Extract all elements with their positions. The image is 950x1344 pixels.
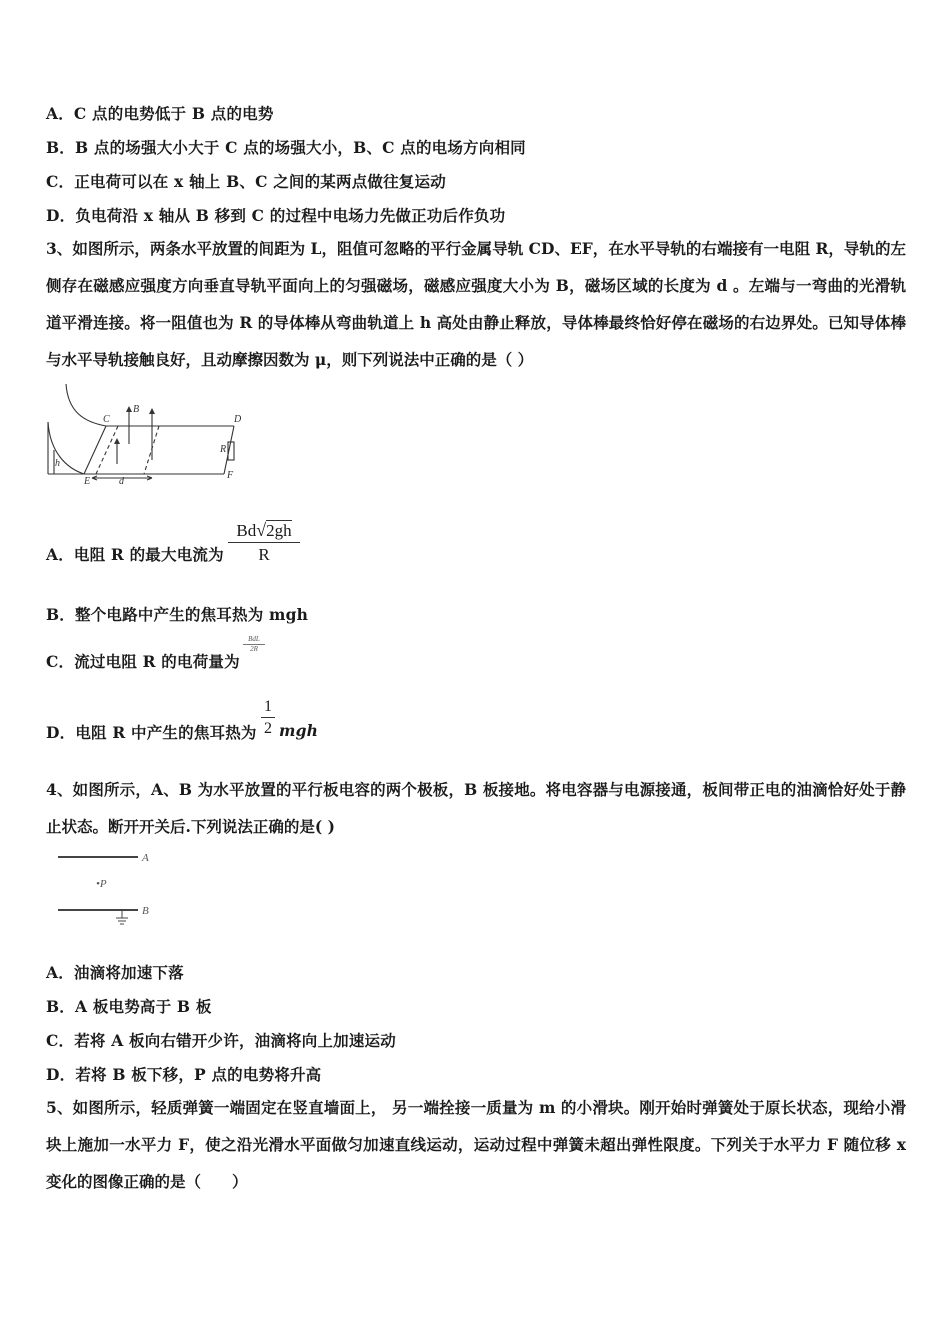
fraction-denominator: 2R [250, 645, 258, 653]
fraction-denominator: 2 [264, 720, 272, 737]
label-d: D [234, 414, 242, 425]
fraction-numerator: Bd [236, 521, 257, 540]
q3-option-c-fraction [243, 635, 265, 654]
radicand: 2gh [266, 521, 292, 540]
q4-option-a: A．油滴将加速下落 [46, 963, 184, 982]
fraction-numerator: 1 [261, 696, 275, 718]
q2-option-d: D．负电荷沿 x 轴从 B 移到 C 的过程中电场力先做正功后作负功 [46, 206, 506, 225]
label-b: B [133, 404, 140, 415]
label-r: R [220, 444, 227, 455]
q3-option-d-fraction [261, 696, 275, 739]
label-b: B [142, 905, 149, 917]
q3-stem: 3、如图所示，两条水平放置的间距为 L，阻值可忽略的平行金属导轨 CD、EF，在水平导轨的右端接有一电阻 R，导轨的左侧存在磁感应强度方向垂直导轨平面向上的匀强磁场，磁感应强度大小为 B，磁场区域的长度为 d 。左端与一弯曲的光滑轨道平滑连接。将一阻值也为 R 的导体棒从弯曲轨道上 h 高处由静止释放，导体棒最终恰好停在磁场的右边界处。已知导体棒与水平导轨接触良好，且动摩擦因数为 μ，则下列说法中正确的是（ ） [46, 239, 906, 369]
label-p: •P [96, 878, 107, 890]
q3-rail-figure [44, 382, 254, 488]
q3-option-b: B．整个电路中产生的焦耳热为 mgh [46, 605, 309, 624]
q3-option-c: C．流过电阻 R 的电荷量为 [46, 652, 240, 671]
q5-stem: 5、如图所示，轻质弹簧一端固定在竖直墙面上， 另一端拴接一质量为 m 的小滑块。刚开始时弹簧处于原长状态，现给小滑块上施加一水平力 F，使之沿光滑水平面做匀加速直线运动，运动过程中弹簧未超出弹性限度。下列关于水平力 F 随位移 x 变化的图像正确的是（ ） [46, 1098, 906, 1191]
q2-option-c: C．正电荷可以在 x 轴上 B、C 之间的某两点做往复运动 [46, 172, 446, 191]
label-h: h [55, 458, 60, 469]
q4-stem: 4、如图所示，A、B 为水平放置的平行板电容的两个极板，B 板接地。将电容器与电源接通，板间带正电的油滴恰好处于静止状态。断开开关后.下列说法正确的是( ) [46, 780, 906, 836]
q4-option-d: D．若将 B 板下移，P 点的电势将升高 [46, 1065, 322, 1084]
q2-option-a: A．C 点的电势低于 B 点的电势 [46, 104, 274, 123]
q4-option-c: C．若将 A 板向右错开少许，油滴将向上加速运动 [46, 1031, 396, 1050]
q2-option-b: B．B 点的场强大小大于 C 点的场强大小，B、C 点的电场方向相同 [46, 138, 526, 157]
label-a: A [142, 852, 149, 864]
fraction-denominator: R [258, 545, 270, 564]
q3-option-a-fraction: $\frac{Bd√2gh}{R}$ [228, 519, 300, 567]
label-f: F [227, 470, 234, 481]
q3-option-d-tail: mgh [279, 721, 319, 740]
fraction-numerator: BdL [243, 635, 265, 645]
label-d-length: d [119, 476, 124, 487]
label-c: C [103, 414, 110, 425]
q3-option-a: A．电阻 R 的最大电流为 [46, 545, 224, 564]
q4-capacitor-figure [56, 848, 166, 930]
label-e: E [84, 476, 91, 487]
q3-option-d: D．电阻 R 中产生的焦耳热为 [46, 723, 257, 742]
q4-option-b: B．A 板电势高于 B 板 [46, 997, 212, 1016]
